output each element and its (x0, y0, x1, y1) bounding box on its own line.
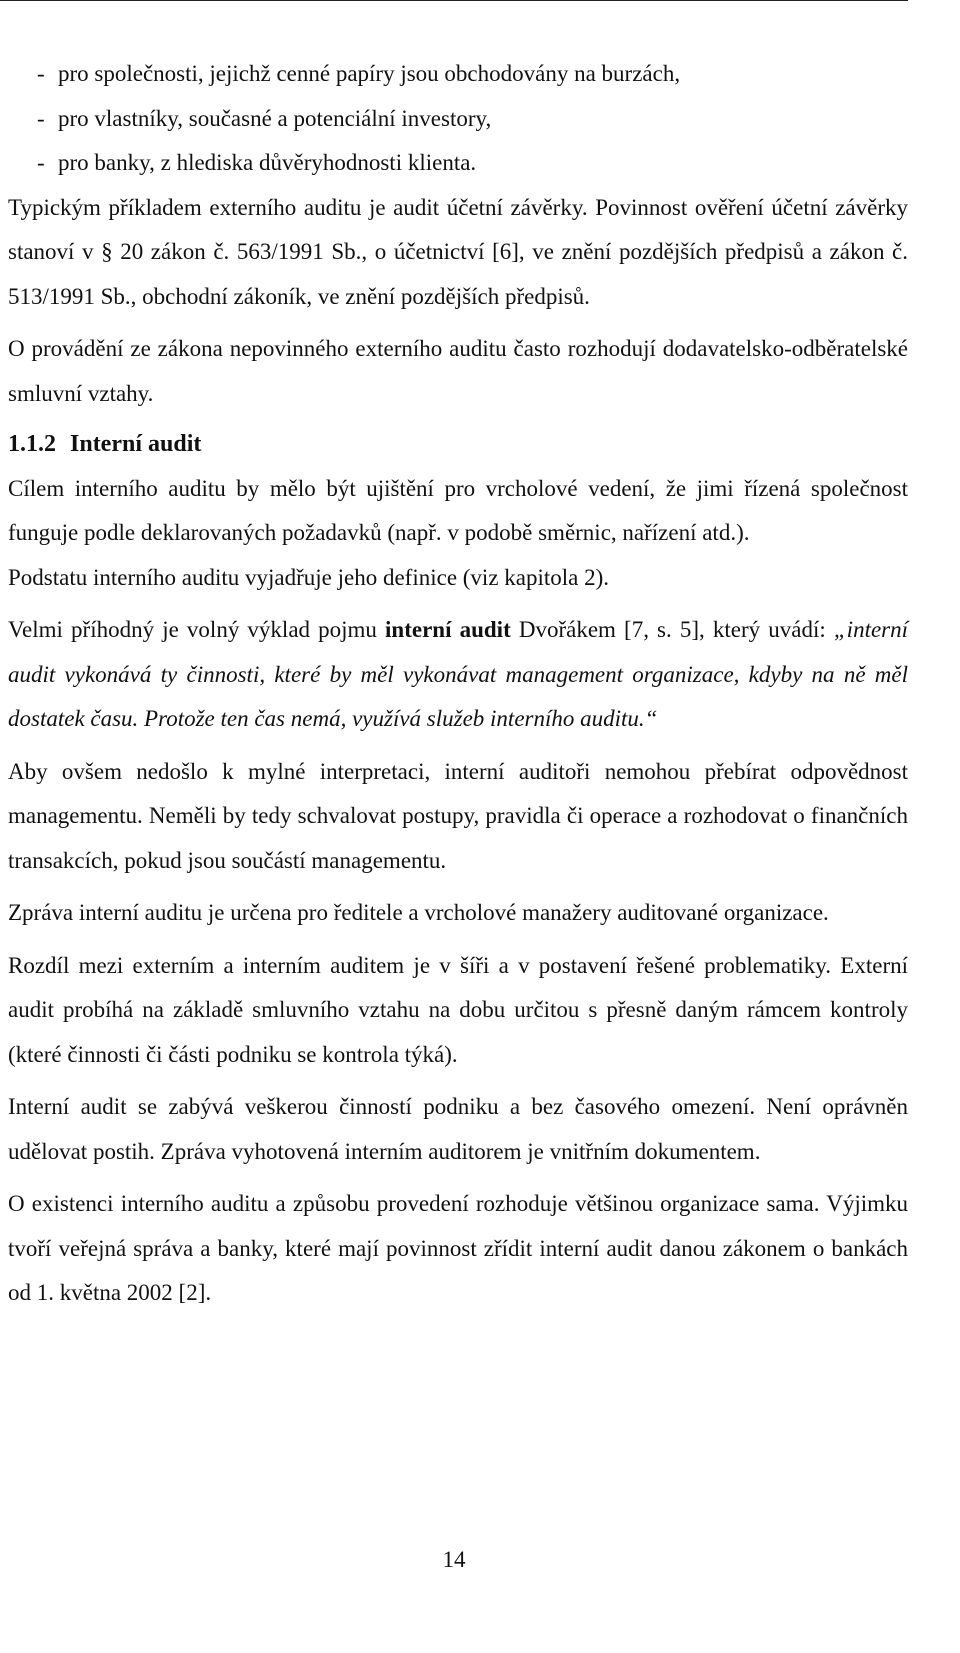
bullet-dash: - (37, 105, 45, 131)
bullet-dash: - (37, 61, 45, 86)
section-heading (8, 422, 908, 467)
bullet-text: pro vlastníky, současné a potenciální investory, (58, 105, 492, 131)
bullet-list (8, 52, 908, 186)
section-number: 1.1.2 (8, 431, 56, 457)
dvorak-intro: Velmi příhodný je volný výklad pojmu (8, 617, 386, 642)
page-number: 14 (442, 1547, 466, 1572)
paragraph-difference: Rozdíl mezi externím a interním auditem je v šíři a v postavení řešené problematiky. Externí audit probíhá na základě smluvního vztahu na dobu určitou s přesně daným rámcem kontroly (které činnosti či části podniku se kontrola týká). (8, 952, 908, 1067)
header-rule (0, 0, 908, 1)
section-title: Interní audit (70, 431, 202, 457)
paragraph-scope: Interní audit se zabývá veškerou činností podniku a bez časového omezení. Není oprávněn udělovat postih. Zpráva vyhotovená interním auditorem je vnitřním dokumentem. (8, 1094, 908, 1164)
bullet-dash: - (37, 150, 45, 175)
bullet-text: pro společnosti, jejichž cenné papíry jsou obchodovány na burzách, (58, 61, 681, 86)
paragraph-existence: O existenci interního auditu a způsobu provedení rozhoduje většinou organizace sama. Výjimku tvoří veřejná správa a banky, které mají povinnost zřídit interní audit danou zákonem o bankách od 1. května 2002 [2]. (8, 1191, 908, 1305)
term-internal-audit: interní audit (385, 617, 511, 642)
document-body (8, 52, 908, 1316)
paragraph-dvorak (8, 608, 908, 742)
paragraph-internal-audit-goal: Cílem interního auditu by mělo být ujištění pro vrcholové vedení, že jimi řízená společnost funguje podle deklarovaných požadavků (např. v podobě směrnic, nařízení atd.). (8, 475, 908, 545)
list-item (8, 141, 908, 186)
list-item (8, 97, 908, 142)
paragraph-report: Zpráva interní auditu je určena pro ředitele a vrcholové manažery auditované organizace. (8, 900, 829, 925)
paragraph-external-audit-example: Typickým příkladem externího auditu je audit účetní závěrky. Povinnost ověření účetní závěrky stanoví v § 20 zákon č. 563/1991 Sb., o účetnictví [6], ve znění pozdějších předpisů a zákon č. 513/1991 Sb., obchodní zákoník, ve znění pozdějších předpisů. (8, 194, 908, 309)
bullet-text: pro banky, z hlediska důvěryhodnosti klienta. (58, 150, 477, 175)
paragraph-definition: Podstatu interního auditu vyjadřuje jeho definice (viz kapitola 2). (8, 564, 610, 590)
list-item (8, 52, 908, 97)
paragraph-responsibility: Aby ovšem nedošlo k mylné interpretaci, interní auditoři nemohou přebírat odpovědnost managementu. Neměli by tedy schvalovat postupy, pravidla či operace a rozhodovat o finančních transakcích, pokud jsou součástí managementu. (8, 758, 908, 873)
dvorak-citation: Dvořákem [7, s. 5], který uvádí: (510, 617, 826, 642)
paragraph-voluntary-audit: O provádění ze zákona nepovinného externího auditu často rozhodují dodavatelsko-odběratelské smluvní vztahy. (8, 336, 908, 406)
dvorak-quote: „interní audit vykonává ty činnosti, které by měl vykonávat management organizace, kdyby na ně měl dostatek času. Protože ten čas nemá, využívá služeb interního auditu.“ (8, 617, 909, 731)
